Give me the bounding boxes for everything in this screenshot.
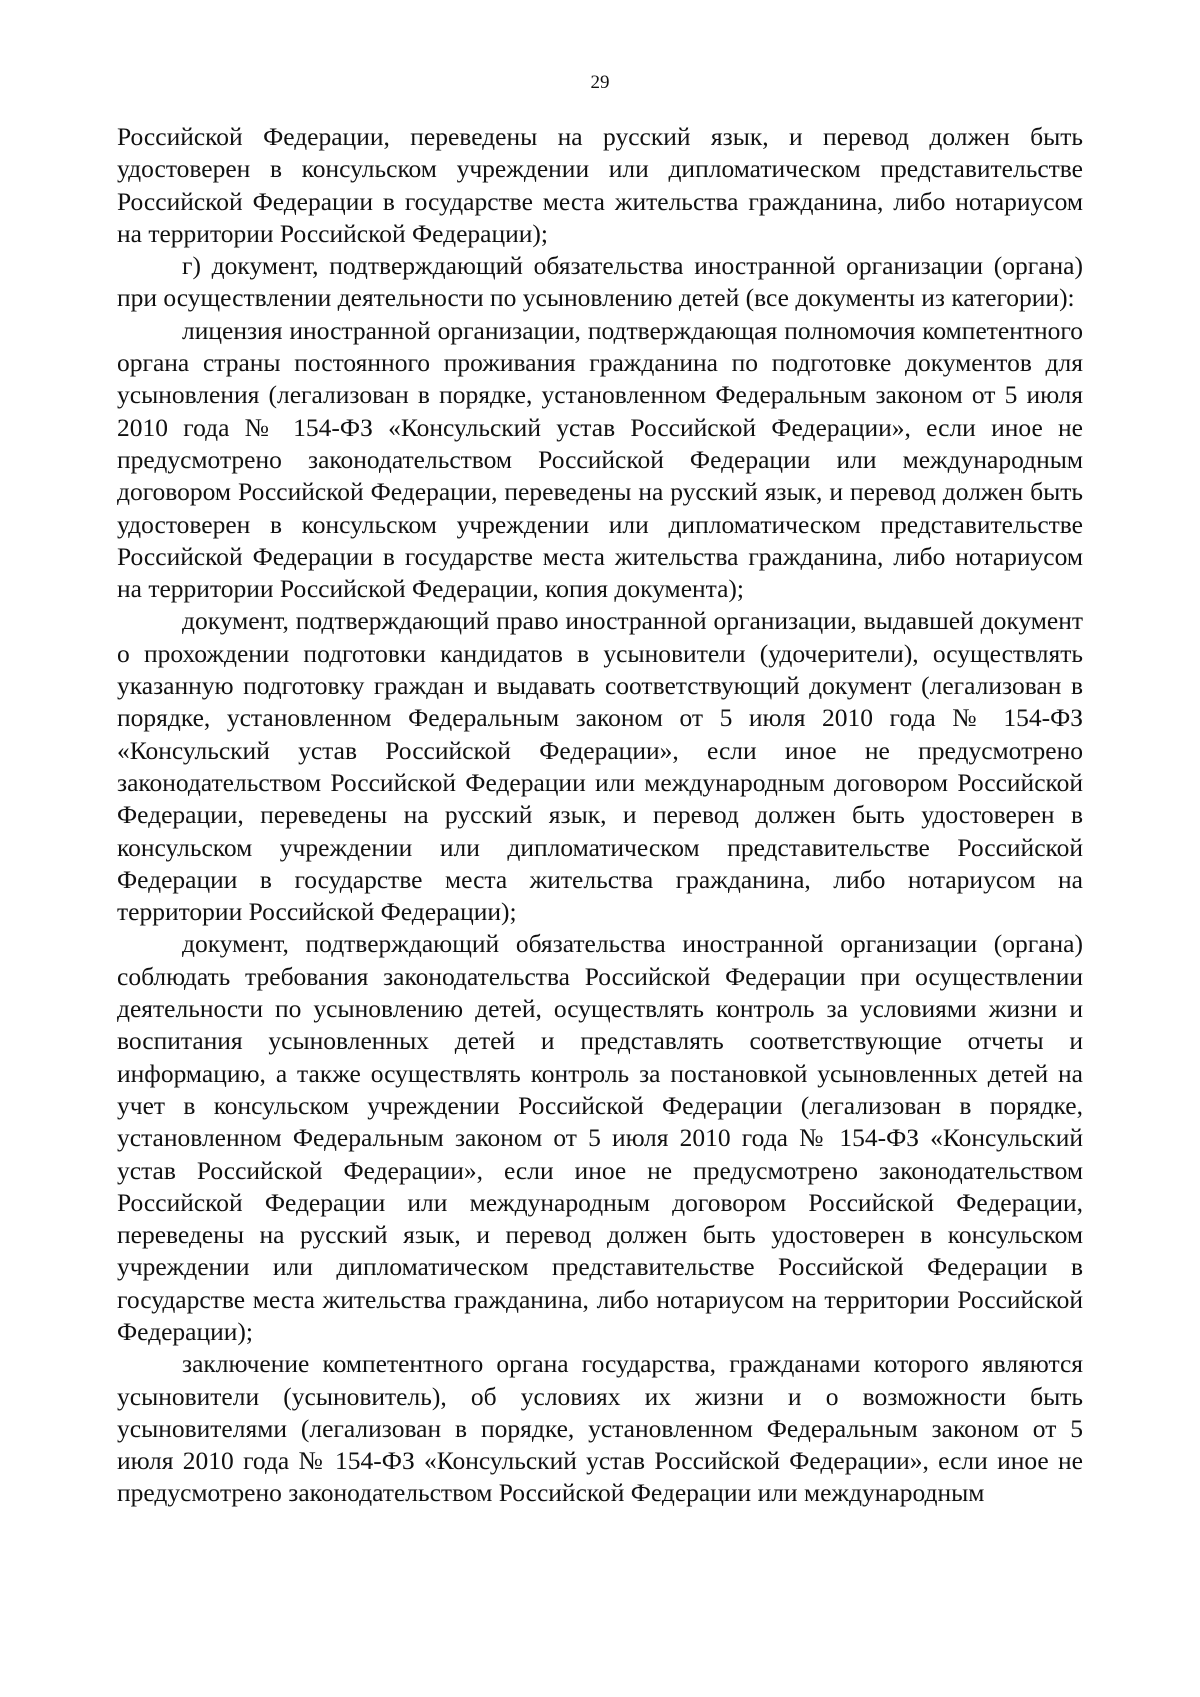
paragraph-right-document: документ, подтверждающий право иностранной организации, выдавшей документ о прохождении подготовки кандидатов в усыновители (удочерители), осуществлять указанную подготовку граждан и выдавать соответствующий документ (легализован в порядке, установленном Федеральным законом от 5 июля 2010 года № 154-ФЗ «Консульский устав Российской Федерации», если иное не предусмотрено законодательством Российской Федерации или международным договором Российской Федерации, переведены на русский язык, и перевод должен быть удостоверен в консульском учреждении или дипломатическом представительстве Российской Федерации в государстве места жительства гражданина, либо нотариусом на территории Российской Федерации); (117, 606, 1083, 927)
paragraph-item-g: г) документ, подтверждающий обязательства иностранной организации (органа) при осуществлении деятельности по усыновлению детей (все документы из категории): (117, 251, 1083, 313)
page-number: 29 (590, 72, 610, 93)
paragraph-conclusion: заключение компетентного органа государства, гражданами которого являются усыновители (усыновитель), об условиях их жизни и о возможности быть усыновителями (легализован в порядке, установленном Федеральным законом от 5 июля 2010 года № 154-ФЗ «Консульский устав Российской Федерации», если иное не предусмотрено законодательством Российской Федерации или международным (117, 1349, 1083, 1508)
paragraph-license: лицензия иностранной организации, подтверждающая полномочия компетентного органа страны постоянного проживания гражданина по подготовке документов для усыновления (легализован в порядке, установленном Федеральным законом от 5 июля 2010 года № 154-ФЗ «Консульский устав Российской Федерации», если иное не предусмотрено законодательством Российской Федерации или международным договором Российской Федерации, переведены на русский язык, и перевод должен быть удостоверен в консульском учреждении или дипломатическом представительстве Российской Федерации в государстве места жительства гражданина, либо нотариусом на территории Российской Федерации, копия документа); (117, 315, 1083, 604)
paragraph-continuation: Российской Федерации, переведены на русский язык, и перевод должен быть удостоверен в консульском учреждении или дипломатическом представительстве Российской Федерации в государстве места жительства гражданина, либо нотариусом на территории Российской Федерации); (117, 122, 1083, 248)
document-body (117, 121, 1083, 1510)
paragraph-obligations-document: документ, подтверждающий обязательства иностранной организации (органа) соблюдать требования законодательства Российской Федерации при осуществлении деятельности по усыновлению детей, осуществлять контроль за условиями жизни и воспитания усыновленных детей и представлять соответствующие отчеты и информацию, а также осуществлять контроль за постановкой усыновленных детей на учет в консульском учреждении Российской Федерации (легализован в порядке, установленном Федеральным законом от 5 июля 2010 года № 154-ФЗ «Консульский устав Российской Федерации», если иное не предусмотрено законодательством Российской Федерации или международным договором Российской Федерации, переведены на русский язык, и перевод должен быть удостоверен в консульском учреждении или дипломатическом представительстве Российской Федерации в государстве места жительства гражданина, либо нотариусом на территории Российской Федерации); (117, 929, 1083, 1346)
